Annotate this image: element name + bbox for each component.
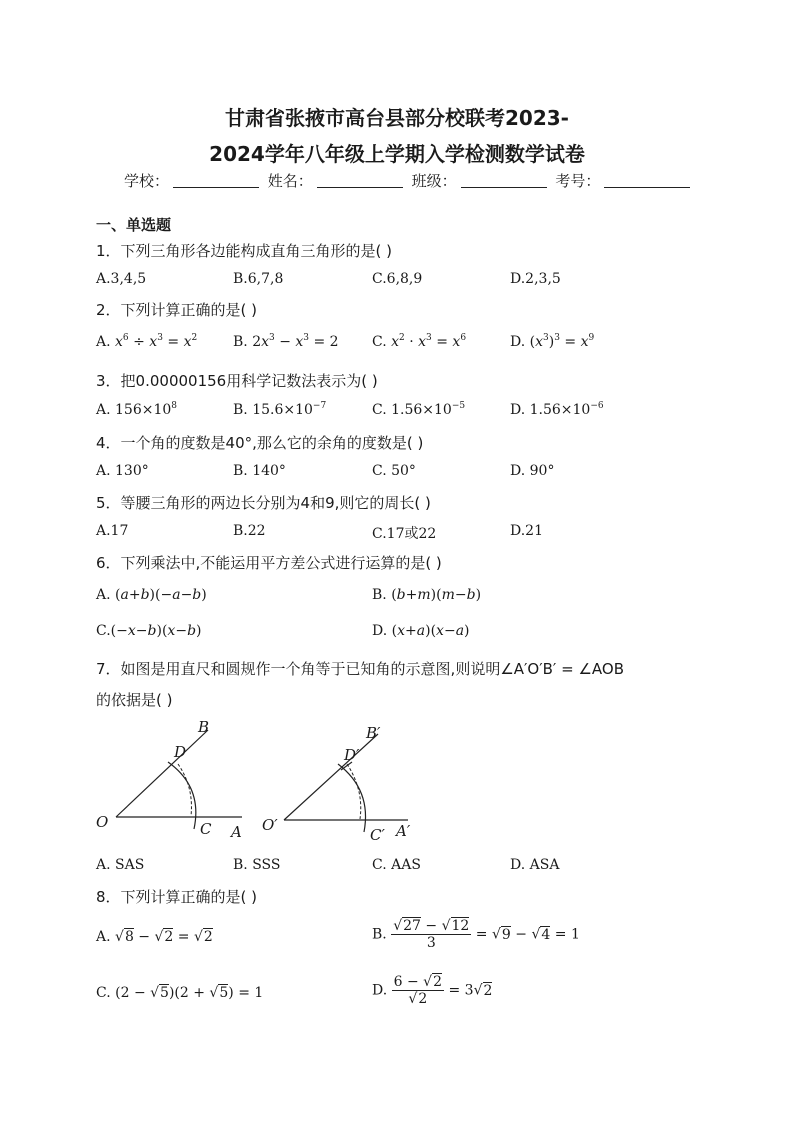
q7-option-c[interactable]: C. AAS xyxy=(372,857,421,873)
label-o-prime: O′ xyxy=(262,816,278,834)
q8-c-label: C. xyxy=(96,985,111,1001)
label-b-prime: B′ xyxy=(366,724,381,742)
q3-b-exp: −7 xyxy=(312,401,327,411)
q2-b-label: B. xyxy=(233,334,248,350)
q4-option-d[interactable]: D. 90° xyxy=(510,463,555,479)
q6-c-label: C. xyxy=(96,623,111,639)
q2-c-label: C. xyxy=(372,334,387,350)
q8-d-label: D. xyxy=(372,982,388,999)
q2-option-a[interactable]: A. $x^6 \div x^3 = x^2$ xyxy=(96,333,198,350)
figure-angle-aob xyxy=(96,718,242,841)
q1-option-d[interactable]: D.2,3,5 xyxy=(510,271,561,287)
q3-a-exp: 8 xyxy=(171,401,178,411)
q4-option-a[interactable]: A. 130° xyxy=(96,463,149,479)
q1-option-c[interactable]: C.6,8,9 xyxy=(372,271,423,287)
q8-b-label: B. xyxy=(372,926,387,943)
q2-stem: 2．下列计算正确的是( ) xyxy=(96,301,258,319)
q3-d-exp: −6 xyxy=(590,401,604,411)
section-heading: 一、单选题 xyxy=(96,216,172,234)
q7-option-d[interactable]: D. ASA xyxy=(510,857,560,873)
q2-option-d[interactable]: D. $(x^3)^3 = x^9$ xyxy=(510,333,595,350)
q3-d-text: D. 1.56×10 xyxy=(510,402,591,418)
q6-option-c[interactable]: C.(−x−b)(x−b) xyxy=(96,623,202,639)
class-blank[interactable] xyxy=(461,173,547,188)
q4-option-b[interactable]: B. 140° xyxy=(233,463,286,479)
q1-option-b[interactable]: B.6,7,8 xyxy=(233,271,284,287)
q7-stem: 7．如图是用直尺和圆规作一个角等于已知角的示意图,则说明∠A′O′B′ = ∠AOB xyxy=(96,660,624,678)
q2-a-label: A. xyxy=(96,334,111,350)
q6-stem: 6．下列乘法中,不能运用平方差公式进行运算的是( ) xyxy=(96,554,442,572)
label-c-prime: C′ xyxy=(370,826,385,844)
q3-a-text: A. 156×10 xyxy=(96,402,172,418)
q4-option-c[interactable]: C. 50° xyxy=(372,463,416,479)
q7-option-a[interactable]: A. SAS xyxy=(96,857,145,873)
label-c: C xyxy=(200,820,212,838)
q6-b-label: B. xyxy=(372,587,387,603)
figure-angle-a1o1b1 xyxy=(262,724,411,844)
class-label: 班级： xyxy=(411,172,457,190)
q3-c-text: C. 1.56×10 xyxy=(372,402,452,418)
q3-option-d[interactable] xyxy=(510,402,604,418)
q3-b-text: B. 15.6×10 xyxy=(233,402,313,418)
q3-option-b[interactable] xyxy=(233,402,326,418)
q8-stem: 8．下列计算正确的是( ) xyxy=(96,888,258,906)
q6-d-label: D. xyxy=(372,623,388,639)
q3-option-a[interactable] xyxy=(96,402,177,418)
q8-option-a[interactable]: A. √8 − √2 = √2 xyxy=(96,929,213,945)
q6-option-a[interactable]: A. (a+b)(−a−b) xyxy=(96,587,207,603)
q6-option-d[interactable]: D. (x+a)(x−a) xyxy=(372,623,470,639)
school-blank[interactable] xyxy=(173,173,259,188)
label-o: O xyxy=(96,813,109,831)
q7-stem-continued: 的依据是( ) xyxy=(96,691,173,709)
q5-option-c[interactable]: C.17或22 xyxy=(372,526,437,542)
label-a: A xyxy=(231,823,242,841)
student-info xyxy=(124,170,694,191)
q8-option-d[interactable]: D. $\frac{6 - √2}{√2}$ = 3√2 xyxy=(372,974,493,1007)
label-d: D xyxy=(174,743,187,761)
q6-a-label: A. xyxy=(96,587,111,603)
q5-option-b[interactable]: B.22 xyxy=(233,523,266,539)
q3-option-c[interactable] xyxy=(372,402,465,418)
q1-option-a[interactable]: A.3,4,5 xyxy=(96,271,147,287)
label-d-prime: D′ xyxy=(344,746,360,764)
name-label: 姓名： xyxy=(267,172,313,190)
q6-option-b[interactable]: B. (b+m)(m−b) xyxy=(372,587,482,603)
school-label: 学校： xyxy=(124,172,170,190)
name-blank[interactable] xyxy=(317,173,403,188)
q7-option-b[interactable]: B. SSS xyxy=(233,857,281,873)
q8-option-c[interactable]: C. (2 − √5)(2 + √5) = 1 xyxy=(96,985,264,1001)
q8-a-label: A. xyxy=(96,929,111,945)
label-b: B xyxy=(198,718,210,736)
label-a-prime: A′ xyxy=(396,822,411,840)
q8-option-b[interactable]: B. $\frac{√27 - √12}{3}$ = √9 − √4 = 1 xyxy=(372,918,580,951)
title-line-2: 2024学年八年级上学期入学检测数学试卷 xyxy=(209,142,585,166)
q3-stem: 3．把0.00000156用科学记数法表示为( ) xyxy=(96,372,378,390)
number-label: 考号： xyxy=(555,172,601,190)
q5-option-a[interactable]: A.17 xyxy=(96,523,129,539)
number-blank[interactable] xyxy=(604,173,690,188)
title-line-1: 甘肃省张掖市高台县部分校联考2023- xyxy=(225,106,569,130)
q4-stem: 4．一个角的度数是40°,那么它的余角的度数是( ) xyxy=(96,434,424,452)
q3-c-exp: −5 xyxy=(451,401,466,411)
q5-stem: 5．等腰三角形的两边长分别为4和9,则它的周长( ) xyxy=(96,494,431,512)
q5-option-d[interactable]: D.21 xyxy=(510,523,543,539)
q1-stem: 1．下列三角形各边能构成直角三角形的是( ) xyxy=(96,242,393,260)
q2-d-label: D. xyxy=(510,334,526,350)
q7-figure xyxy=(90,712,430,852)
q2-option-b[interactable]: B. $2x^3 - x^3 = 2$ xyxy=(233,333,339,350)
q2-option-c[interactable]: C. $x^2 \cdot x^3 = x^6$ xyxy=(372,333,467,350)
